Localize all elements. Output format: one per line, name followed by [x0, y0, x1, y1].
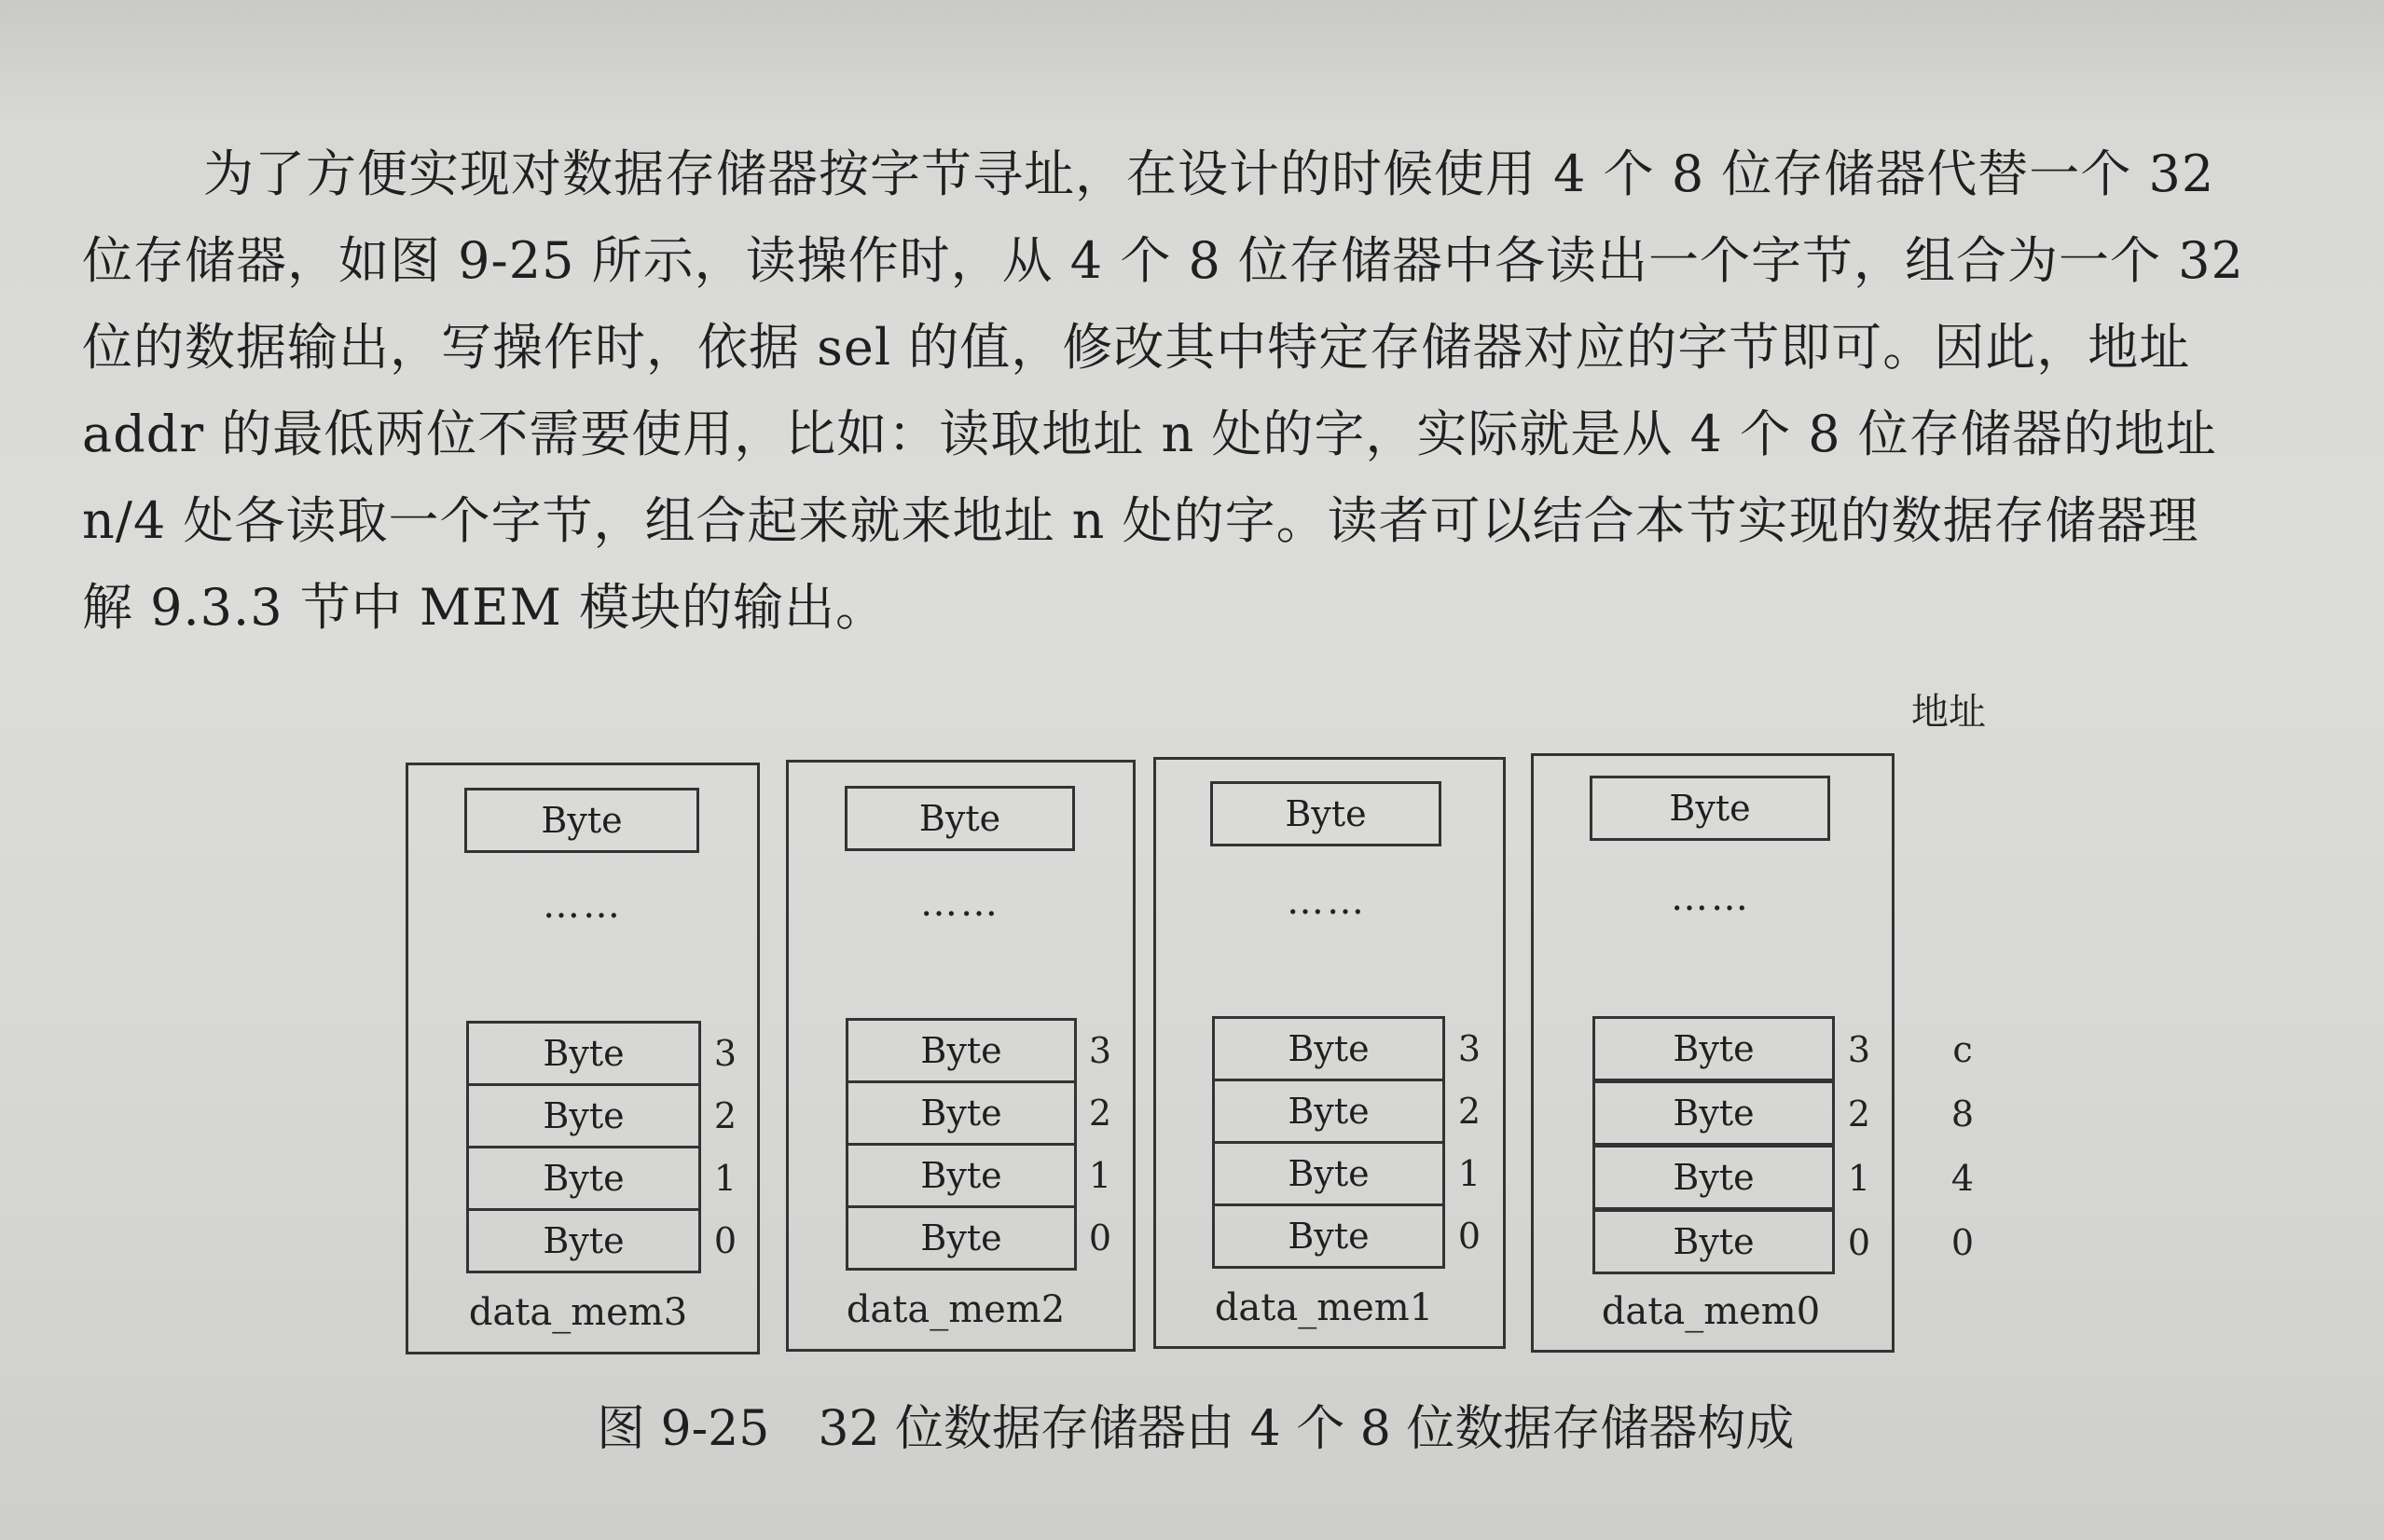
memory-label: data_mem0	[1601, 1290, 1821, 1333]
byte-index: 0	[713, 1220, 737, 1261]
paragraph-line: 位的数据输出，写操作时，依据 sel 的值，修改其中特定存储器对应的字节即可。因此，地址	[82, 318, 2191, 377]
byte-cell: Byte	[466, 1021, 701, 1086]
top-byte-cell: Byte	[464, 788, 699, 853]
byte-cell: Byte	[466, 1208, 701, 1273]
byte-cell: Byte	[1212, 1141, 1445, 1206]
top-byte-cell: Byte	[1210, 781, 1441, 846]
byte-index: 3	[1088, 1030, 1112, 1071]
byte-cell: Byte	[1592, 1016, 1835, 1081]
figure-caption	[597, 1389, 1794, 1459]
top-byte-cell: Byte	[1590, 776, 1830, 841]
ellipsis: ……	[1287, 880, 1367, 923]
caption-text: 32 位数据存储器由 4 个 8 位数据存储器构成	[818, 1401, 1795, 1457]
ellipsis: ……	[920, 882, 1000, 925]
byte-cell: Byte	[1212, 1203, 1445, 1269]
byte-index: 1	[1088, 1155, 1112, 1196]
byte-index: 0	[1847, 1222, 1871, 1263]
byte-cell: Byte	[1212, 1016, 1445, 1081]
byte-cell: Byte	[466, 1146, 701, 1211]
byte-index: 3	[1847, 1029, 1871, 1070]
byte-index: 0	[1457, 1216, 1481, 1257]
byte-index: 3	[1457, 1028, 1481, 1069]
byte-index: 1	[1847, 1158, 1871, 1199]
address-value: 0	[1950, 1222, 1975, 1263]
paragraph-line: 为了方便实现对数据存储器按字节寻址，在设计的时候使用 4 个 8 位存储器代替一个 32	[203, 144, 2215, 203]
byte-index: 2	[1847, 1093, 1871, 1134]
byte-cell: Byte	[1592, 1145, 1835, 1210]
byte-cell: Byte	[1592, 1209, 1835, 1274]
address-value: 4	[1950, 1158, 1975, 1199]
byte-index: 2	[713, 1095, 737, 1136]
byte-index: 0	[1088, 1217, 1112, 1258]
caption-number: 图 9-25	[597, 1401, 770, 1457]
byte-index: 2	[1457, 1091, 1481, 1132]
top-byte-cell: Byte	[845, 786, 1075, 851]
byte-index: 3	[713, 1033, 737, 1074]
byte-cell: Byte	[846, 1143, 1077, 1208]
byte-cell: Byte	[1592, 1080, 1835, 1146]
memory-label: data_mem1	[1214, 1286, 1434, 1329]
address-header: 地址	[1911, 691, 1986, 734]
byte-cell: Byte	[846, 1080, 1077, 1146]
paragraph-line: 位存储器，如图 9-25 所示，读操作时，从 4 个 8 位存储器中各读出一个字节，组合为一个 32	[82, 231, 2244, 290]
byte-index: 1	[1457, 1153, 1481, 1194]
byte-index: 2	[1088, 1093, 1112, 1134]
memory-label: data_mem2	[846, 1288, 1066, 1331]
ellipsis: ……	[1671, 876, 1751, 919]
byte-index: 1	[713, 1158, 737, 1199]
body-paragraph	[82, 131, 2320, 651]
byte-cell: Byte	[846, 1018, 1077, 1083]
byte-cell: Byte	[846, 1205, 1077, 1271]
paragraph-line: 解 9.3.3 节中 MEM 模块的输出。	[82, 578, 888, 637]
byte-cell: Byte	[466, 1083, 701, 1148]
address-value: c	[1952, 1029, 1973, 1070]
byte-cell: Byte	[1212, 1079, 1445, 1144]
memory-label: data_mem3	[468, 1291, 688, 1334]
paragraph-line: n/4 处各读取一个字节，组合起来就来地址 n 处的字。读者可以结合本节实现的数据存储器理	[82, 491, 2199, 550]
ellipsis: ……	[543, 884, 623, 927]
paragraph-line: addr 的最低两位不需要使用，比如：读取地址 n 处的字，实际就是从 4 个 8 位存储器的地址	[82, 405, 2217, 463]
address-value: 8	[1950, 1093, 1975, 1134]
